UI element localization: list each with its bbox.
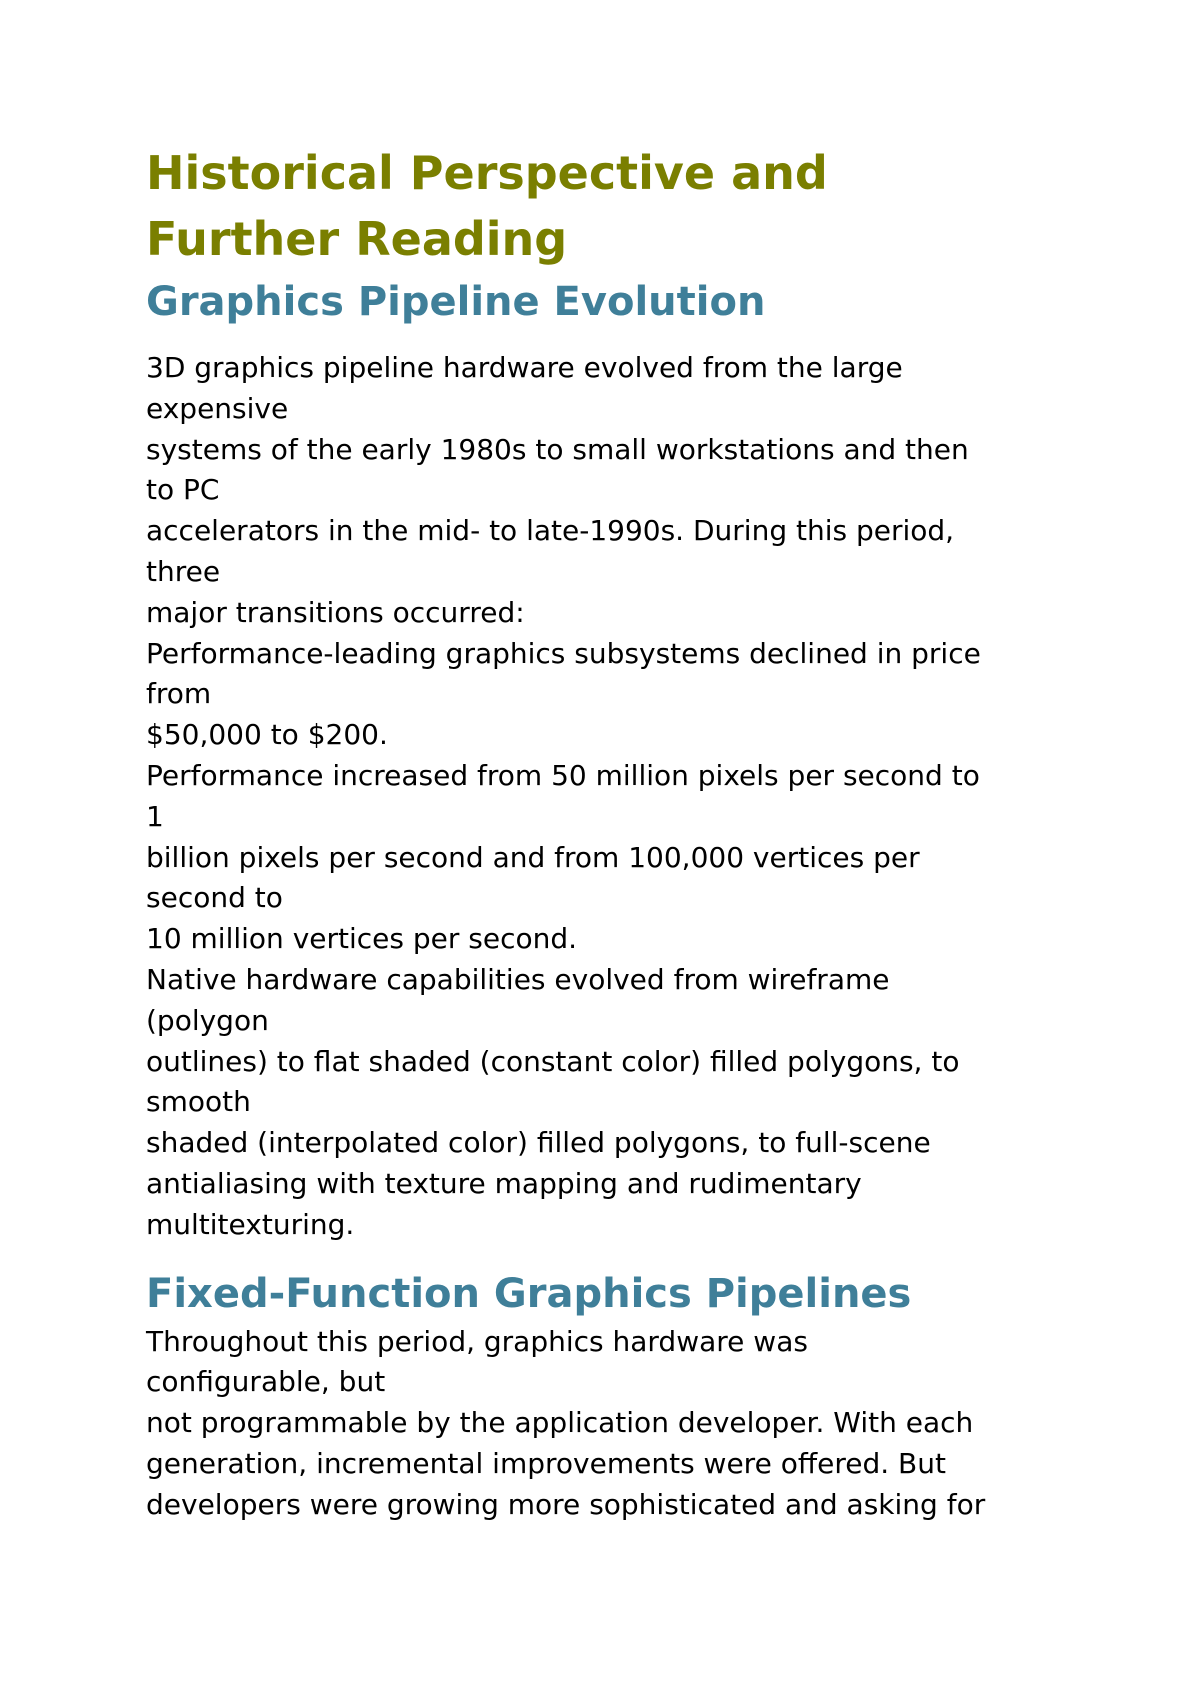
document-page: [146, 140, 1086, 1526]
text-line: major transitions occurred:: [146, 595, 525, 629]
text-line: 3D graphics pipeline hardware evolved from the large: [146, 351, 903, 384]
section-body-pipeline-evolution: [146, 348, 1086, 1246]
document-title: [146, 140, 1086, 272]
text-line: multitexturing.: [146, 1207, 355, 1241]
text-line: developers were growing more sophisticated and asking for: [146, 1487, 986, 1521]
text-line: 1: [146, 799, 164, 833]
text-line: Performance increased from 50 million pixels per second to: [146, 758, 980, 792]
text-line: Performance-leading graphics subsystems declined in price: [146, 636, 981, 670]
text-line: antialiasing with texture mapping and rudimentary: [146, 1166, 862, 1200]
text-line: configurable, but: [146, 1365, 386, 1399]
text-line: accelerators in the mid- to late-1990s. During this period,: [146, 514, 955, 548]
text-line: to PC: [146, 473, 220, 507]
text-line: (polygon: [146, 1003, 269, 1037]
text-line: from: [146, 677, 212, 711]
text-line: not programmable by the application developer. With each: [146, 1406, 974, 1440]
document-title-line: Further Reading: [146, 212, 568, 266]
text-line: systems of the early 1980s to small workstations and then: [146, 432, 969, 466]
text-line: second to: [146, 881, 283, 915]
text-line: three: [146, 554, 221, 588]
text-line: smooth: [146, 1085, 251, 1119]
text-line: generation, incremental improvements were offered. But: [146, 1446, 946, 1480]
text-line: Native hardware capabilities evolved from wireframe: [146, 962, 890, 996]
document-title-line: Historical Perspective and: [146, 146, 828, 200]
text-line: $50,000 to $200.: [146, 718, 388, 752]
text-line: expensive: [146, 391, 289, 425]
text-line: billion pixels per second and from 100,000 vertices per: [146, 840, 920, 874]
text-line: outlines) to flat shaded (constant color) filled polygons, to: [146, 1044, 960, 1078]
section-body-fixed-function: [146, 1322, 1086, 1526]
text-line: shaded (interpolated color) filled polygons, to full-scene: [146, 1126, 931, 1160]
text-line: 10 million vertices per second.: [146, 922, 578, 956]
section-heading-pipeline-evolution: Graphics Pipeline Evolution: [146, 279, 766, 325]
text-line: Throughout this period, graphics hardware was: [146, 1324, 808, 1358]
section-heading-fixed-function: Fixed-Function Graphics Pipelines: [146, 1270, 912, 1317]
